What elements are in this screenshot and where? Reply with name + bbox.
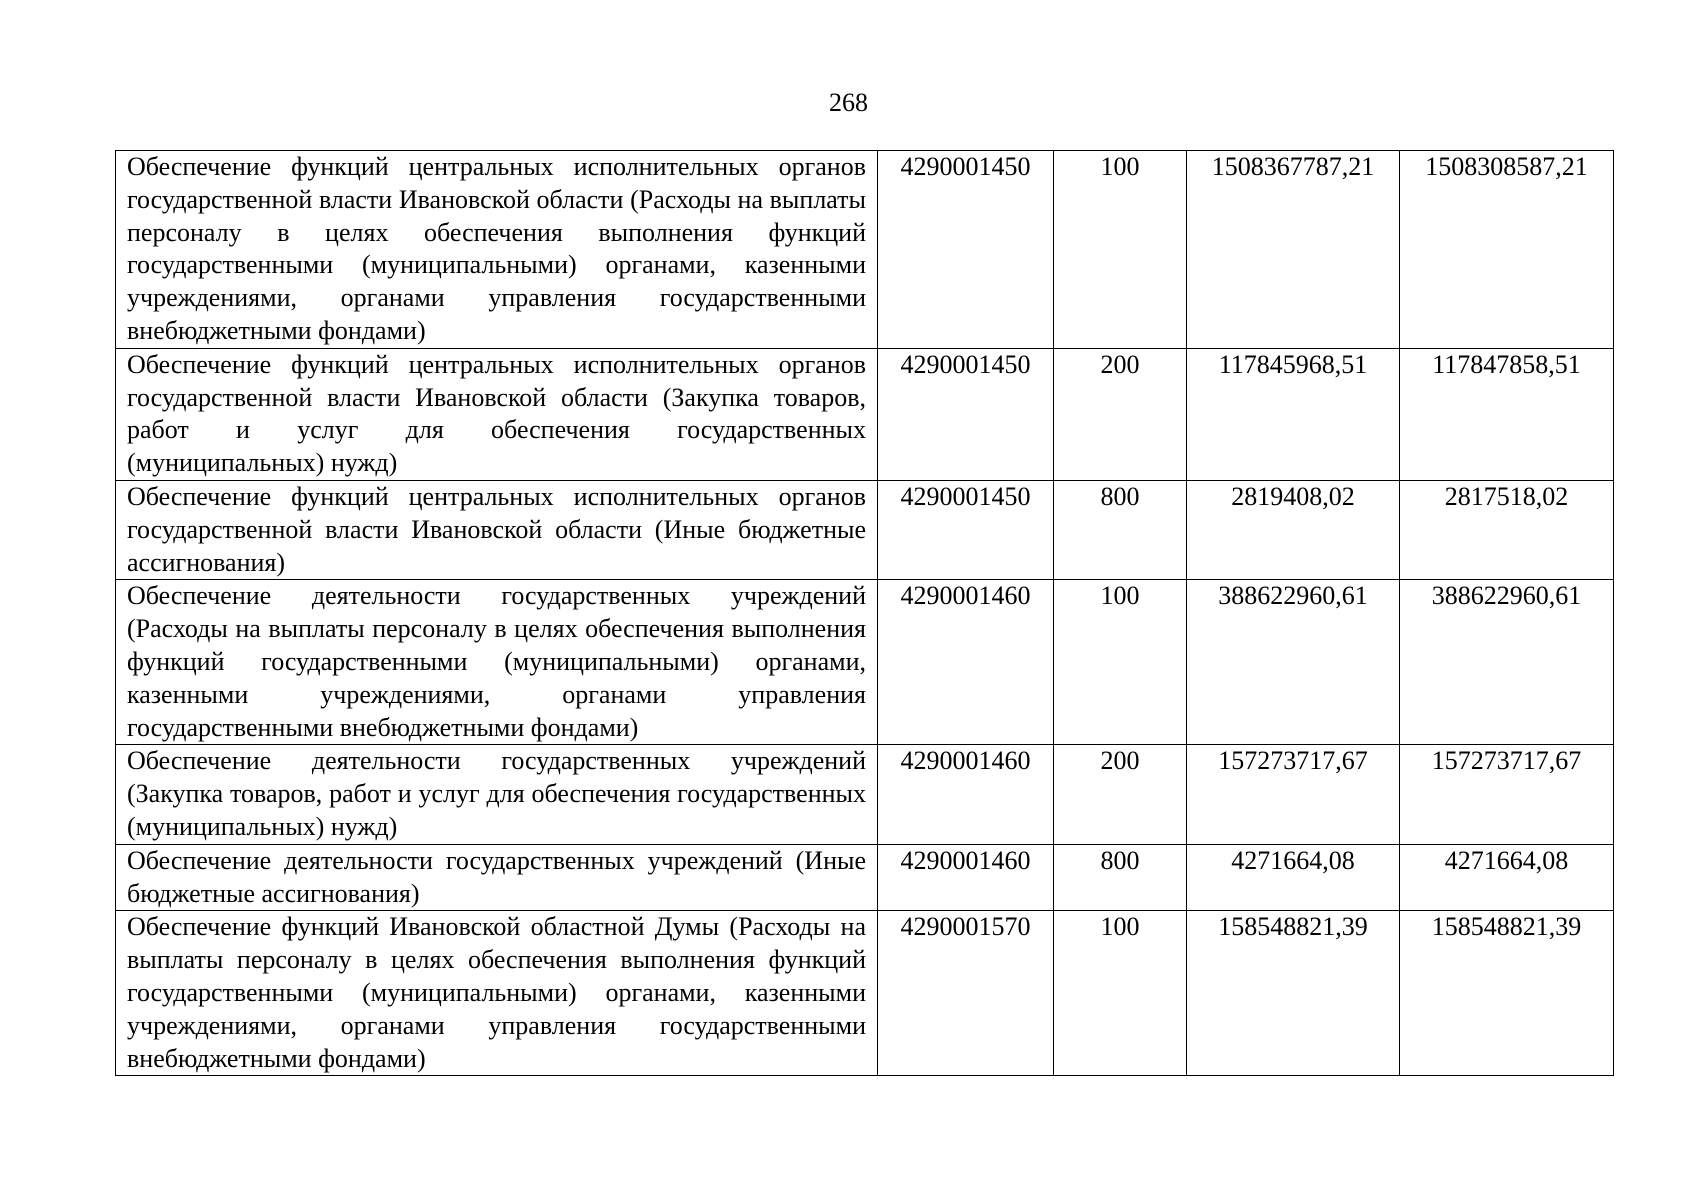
target-code-cell: 4290001460 bbox=[878, 844, 1054, 911]
amount-2-cell: 157273717,67 bbox=[1400, 745, 1614, 844]
table-row bbox=[116, 348, 1614, 480]
table-row bbox=[116, 844, 1614, 911]
amount-1-cell: 2819408,02 bbox=[1187, 480, 1400, 579]
expense-name-cell: Обеспечение деятельности государственных учреждений (Иные бюджетные ассигнования) bbox=[116, 844, 878, 911]
expense-type-cell: 800 bbox=[1054, 480, 1187, 579]
table-row bbox=[116, 911, 1614, 1076]
target-code-cell: 4290001460 bbox=[878, 580, 1054, 745]
target-code-cell: 4290001450 bbox=[878, 480, 1054, 579]
amount-1-cell: 158548821,39 bbox=[1187, 911, 1400, 1076]
table-row bbox=[116, 745, 1614, 844]
budget-table bbox=[115, 150, 1614, 1076]
expense-name-cell: Обеспечение функций Ивановской областной Думы (Расходы на выплаты персоналу в целях обеспечения выполнения функций государственными (муниципальными) органами, казенными учреждениями, органами управления государственными внебюджетными фондами) bbox=[116, 911, 878, 1076]
page-number: 268 bbox=[829, 88, 868, 117]
target-code-cell: 4290001450 bbox=[878, 348, 1054, 480]
expense-name-cell: Обеспечение деятельности государственных учреждений (Закупка товаров, работ и услуг для обеспечения государственных (муниципальных) нужд) bbox=[116, 745, 878, 844]
amount-2-cell: 2817518,02 bbox=[1400, 480, 1614, 579]
table-row bbox=[116, 480, 1614, 579]
expense-name-cell: Обеспечение функций центральных исполнительных органов государственной власти Ивановской области (Расходы на выплаты персоналу в целях обеспечения выполнения функций государственными (муниципальными) органами, казенными учреждениями, органами управления государственными внебюджетными фондами) bbox=[116, 151, 878, 349]
amount-1-cell: 117845968,51 bbox=[1187, 348, 1400, 480]
expense-type-cell: 200 bbox=[1054, 348, 1187, 480]
amount-2-cell: 158548821,39 bbox=[1400, 911, 1614, 1076]
amount-2-cell: 388622960,61 bbox=[1400, 580, 1614, 745]
amount-1-cell: 388622960,61 bbox=[1187, 580, 1400, 745]
amount-2-cell: 1508308587,21 bbox=[1400, 151, 1614, 349]
target-code-cell: 4290001570 bbox=[878, 911, 1054, 1076]
expense-type-cell: 200 bbox=[1054, 745, 1187, 844]
expense-type-cell: 800 bbox=[1054, 844, 1187, 911]
expense-name-cell: Обеспечение функций центральных исполнительных органов государственной власти Ивановской области (Иные бюджетные ассигнования) bbox=[116, 480, 878, 579]
table-row bbox=[116, 580, 1614, 745]
amount-1-cell: 1508367787,21 bbox=[1187, 151, 1400, 349]
expense-type-cell: 100 bbox=[1054, 580, 1187, 745]
expense-name-cell: Обеспечение деятельности государственных учреждений (Расходы на выплаты персоналу в целях обеспечения выполнения функций государственными (муниципальными) органами, казенными учреждениями, органами управления государственными внебюджетными фондами) bbox=[116, 580, 878, 745]
amount-1-cell: 157273717,67 bbox=[1187, 745, 1400, 844]
expense-type-cell: 100 bbox=[1054, 911, 1187, 1076]
expense-name-cell: Обеспечение функций центральных исполнительных органов государственной власти Ивановской области (Закупка товаров, работ и услуг для обеспечения государственных (муниципальных) нужд) bbox=[116, 348, 878, 480]
amount-1-cell: 4271664,08 bbox=[1187, 844, 1400, 911]
expense-type-cell: 100 bbox=[1054, 151, 1187, 349]
amount-2-cell: 117847858,51 bbox=[1400, 348, 1614, 480]
amount-2-cell: 4271664,08 bbox=[1400, 844, 1614, 911]
target-code-cell: 4290001450 bbox=[878, 151, 1054, 349]
table-row bbox=[116, 151, 1614, 349]
target-code-cell: 4290001460 bbox=[878, 745, 1054, 844]
